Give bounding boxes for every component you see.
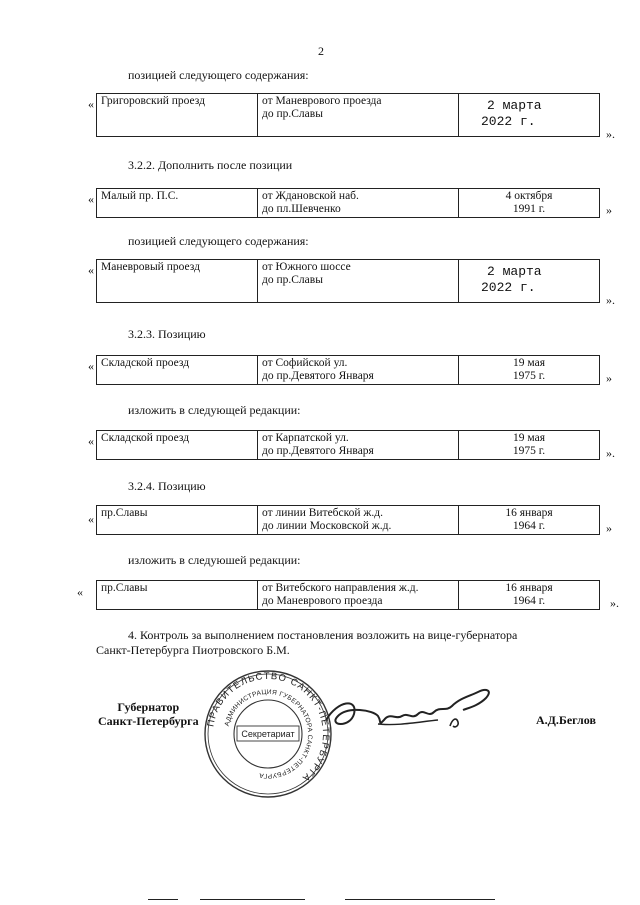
to-7: до Маневрового проезда (262, 595, 383, 607)
date1-1: 2 марта (487, 98, 542, 113)
street-extent-7 (258, 581, 459, 609)
table-row-1 (96, 93, 600, 137)
quote-open-3: « (88, 263, 94, 277)
stamp-outer-text: ПРАВИТЕЛЬСТВО САНКТ-ПЕТЕРБУРГА (205, 670, 332, 784)
date1-4: 19 мая (513, 357, 545, 369)
street-extent-4 (258, 356, 459, 384)
quote-close-4: » (606, 371, 612, 385)
page-number: 2 (318, 44, 324, 58)
signer-title (98, 700, 199, 728)
intro-paragraph-1: позицией следующего содержания: (128, 68, 309, 82)
to-6: до линии Московской ж.д. (262, 520, 392, 532)
date1-2: 4 октября (505, 190, 553, 202)
table-row-6 (96, 505, 600, 535)
from-5: от Карпатской ул. (262, 432, 349, 444)
quote-open-2: « (88, 192, 94, 206)
date2-2: 1991 г. (512, 203, 546, 215)
to-2: до пл.Шевченко (262, 203, 341, 215)
section-3-2-2: 3.2.2. Дополнить после позиции (128, 158, 293, 172)
table-row-2 (96, 188, 600, 218)
intro-paragraph-2: позицией следующего содержания: (128, 234, 309, 248)
date-6 (459, 506, 599, 534)
date2-7: 1964 г. (512, 595, 546, 607)
control-line-2: Санкт-Петербурга Пиотровского Б.М. (96, 643, 290, 657)
street-extent-3 (258, 260, 459, 302)
date1-7: 16 января (505, 582, 553, 594)
section-3-2-3: 3.2.3. Позицию (128, 327, 206, 341)
street-name-1: Григоровский проезд (97, 94, 258, 136)
street-name-2: Малый пр. П.С. (97, 189, 258, 217)
date2-1: 2022 г. (481, 114, 536, 129)
handwritten-signature (318, 680, 518, 750)
street-name-5: Складской проезд (97, 431, 258, 459)
to-5: до пр.Девятого Января (262, 445, 374, 457)
to-1: до пр.Славы (262, 108, 323, 120)
to-3: до пр.Славы (262, 274, 323, 286)
street-name-3: Маневровый проезд (97, 260, 258, 302)
date-4 (459, 356, 599, 384)
from-1: от Маневрового проезда (262, 95, 382, 107)
control-line-1: 4. Контроль за выполнением постановления возложить на вице-губернатора (128, 628, 518, 642)
section-3-2-4: 3.2.4. Позицию (128, 479, 206, 493)
quote-close-3: ». (606, 293, 615, 307)
street-extent-2 (258, 189, 459, 217)
stamp-inner-text: АДМИНИСТРАЦИЯ ГУБЕРНАТОРА САНКТ-ПЕТЕРБУРГА (223, 688, 314, 780)
quote-open-6: « (88, 512, 94, 526)
date-3 (459, 260, 599, 302)
from-3: от Южного шоссе (262, 261, 351, 273)
quote-open-5: « (88, 434, 94, 448)
table-row-7 (96, 580, 600, 610)
street-name-7: пр.Славы (97, 581, 258, 609)
from-4: от Софийской ул. (262, 357, 348, 369)
quote-close-6: » (606, 521, 612, 535)
date1-3: 2 марта (487, 264, 542, 279)
quote-open-4: « (88, 359, 94, 373)
date-5 (459, 431, 599, 459)
date1-6: 16 января (505, 507, 553, 519)
quote-close-5: ». (606, 446, 615, 460)
intro-paragraph-3: изложить в следующей редакции: (128, 403, 301, 417)
quote-close-7: ». (610, 596, 619, 610)
quote-open-7: « (77, 585, 83, 599)
table-row-3 (96, 259, 600, 303)
footer-line-left (148, 899, 178, 900)
table-row-4 (96, 355, 600, 385)
signer-name: А.Д.Беглов (536, 713, 596, 727)
date2-5: 1975 г. (512, 445, 546, 457)
signer-title-line-1: Губернатор (117, 700, 180, 714)
date-1 (459, 94, 599, 136)
date2-3: 2022 г. (481, 280, 536, 295)
table-row-5 (96, 430, 600, 460)
date2-4: 1975 г. (512, 370, 546, 382)
official-stamp (203, 657, 333, 827)
control-paragraph (96, 628, 600, 658)
date-2 (459, 189, 599, 217)
signer-title-line-2: Санкт-Петербурга (98, 714, 199, 728)
street-name-4: Складской проезд (97, 356, 258, 384)
date1-5: 19 мая (513, 432, 545, 444)
from-7: от Витебского направления ж.д. (262, 582, 419, 594)
footer-line-right (345, 899, 495, 900)
street-extent-5 (258, 431, 459, 459)
quote-open-1: « (88, 97, 94, 111)
street-name-6: пр.Славы (97, 506, 258, 534)
footer-line-middle (200, 899, 305, 900)
to-4: до пр.Девятого Января (262, 370, 374, 382)
date2-6: 1964 г. (512, 520, 546, 532)
from-2: от Ждановской наб. (262, 190, 359, 202)
date-7 (459, 581, 599, 609)
street-extent-6 (258, 506, 459, 534)
quote-close-1: ». (606, 127, 615, 141)
intro-paragraph-4: изложить в следуюшей редакции: (128, 553, 301, 567)
from-6: от линии Витебской ж.д. (262, 507, 383, 519)
stamp-center-text: Секретариат (241, 729, 295, 739)
street-extent-1 (258, 94, 459, 136)
quote-close-2: » (606, 203, 612, 217)
